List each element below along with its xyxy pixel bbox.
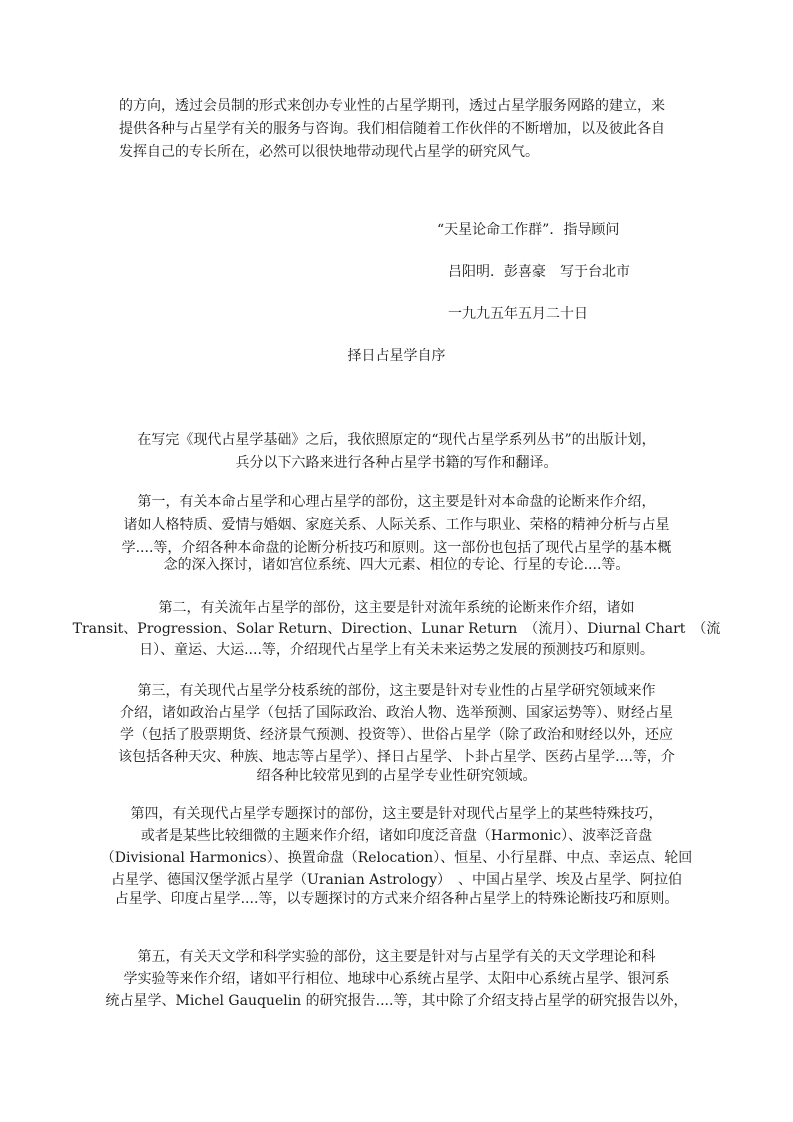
paragraph-line: 兵分以下六路来进行各种占星学书籍的写作和翻译。 xyxy=(235,455,558,471)
intro-line: 的方向，透过会员制的形式来创办专业性的占星学期刊，透过占星学服务网路的建立，来 xyxy=(119,98,665,114)
section-title: 择日占星学自序 xyxy=(347,348,446,364)
paragraph-line: 在写完《现代占星学基础》之后，我依照原定的“现代占星学系列丛书”的出版计划， xyxy=(137,432,656,448)
paragraph-line: 学....等，介绍各种本命盘的论断分析技巧和原则。这一部份也包括了现代占星学的基本概 xyxy=(121,540,672,556)
paragraph-line: 统占星学、Michel Gauquelin 的研究报告....等，其中除了介绍支持占星学的研究报告以外， xyxy=(105,993,688,1009)
paragraph-line: 介绍，诸如政治占星学（包括了国际政治、政治人物、选举预测、国家运势等）、财经占星 xyxy=(120,705,673,721)
paragraph-line: （Divisional Harmonics）、换置命盘（Relocation）、恒星、小行星群、中点、幸运点、轮回 xyxy=(100,850,693,866)
paragraph-line: 念的深入探讨，诸如宫位系统、四大元素、相位的专论、行星的专论....等。 xyxy=(163,557,630,573)
paragraph-line: 学（包括了股票期货、经济景气预测、投资等）、世俗占星学（除了政治和财经以外，还应 xyxy=(120,727,673,743)
intro-line: 发挥自己的专长所在，必然可以很快地带动现代占星学的研究风气。 xyxy=(119,144,539,160)
paragraph-line: Transit、Progression、Solar Return、Direction、Lunar Return （流月）、Diurnal Chart （流 xyxy=(72,621,721,637)
paragraph-line: 第二，有关流年占星学的部份，这主要是针对流年系统的论断来作介绍，诸如 xyxy=(158,600,635,616)
signature-authors: 吕阳明．彭喜豪 写于台北市 xyxy=(448,264,630,280)
paragraph-line: 第四，有关现代占星学专题探讨的部份，这主要是针对现代占星学上的某些特殊技巧， xyxy=(130,806,663,822)
intro-line: 提供各种与占星学有关的服务与咨询。我们相信随着工作伙伴的不断增加，以及彼此各自 xyxy=(119,121,665,137)
paragraph-line: 该包括各种天灾、种族、地志等占星学）、择日占星学、卜卦占星学、医药占星学....等，介 xyxy=(118,749,675,765)
paragraph-line: 或者是某些比较细微的主题来作介绍，诸如印度泛音盘（Harmonic）、波率泛音盘 xyxy=(140,828,653,844)
paragraph-line: 第五，有关天文学和科学实验的部份，这主要是针对与占星学有关的天文学理论和科 xyxy=(137,949,656,965)
paragraph-line: 占星学、印度占星学....等，以专题探讨的方式来介绍各种占星学上的特殊论断技巧和原则。 xyxy=(114,891,679,907)
paragraph-line: 占星学、德国汉堡学派占星学（Uranian Astrology） 、中国占星学、埃及占星学、阿拉伯 xyxy=(111,872,682,888)
paragraph-line: 第一，有关本命占星学和心理占星学的部份，这主要是针对本命盘的论断来作介绍， xyxy=(137,494,656,510)
paragraph-line: 第三，有关现代占星学分枝系统的部份，这主要是针对专业性的占星学研究领域来作 xyxy=(137,683,656,699)
paragraph-line: 诸如人格特质、爱情与婚姻、家庭关系、人际关系、工作与职业、荣格的精神分析与占星 xyxy=(123,517,670,533)
paragraph-line: 学实验等来作介绍，诸如平行相位、地球中心系统占星学、太阳中心系统占星学、银河系 xyxy=(123,971,670,987)
signature-date: 一九九五年五月二十日 xyxy=(448,306,588,322)
paragraph-line: 绍各种比较常见到的占星学专业性研究领域。 xyxy=(256,768,537,784)
signature-group: “天星论命工作群”．指导顾问 xyxy=(437,222,620,238)
paragraph-line: 日）、童运、大运....等，介绍现代占星学上有关未来运势之发展的预测技巧和原则。 xyxy=(139,642,654,658)
